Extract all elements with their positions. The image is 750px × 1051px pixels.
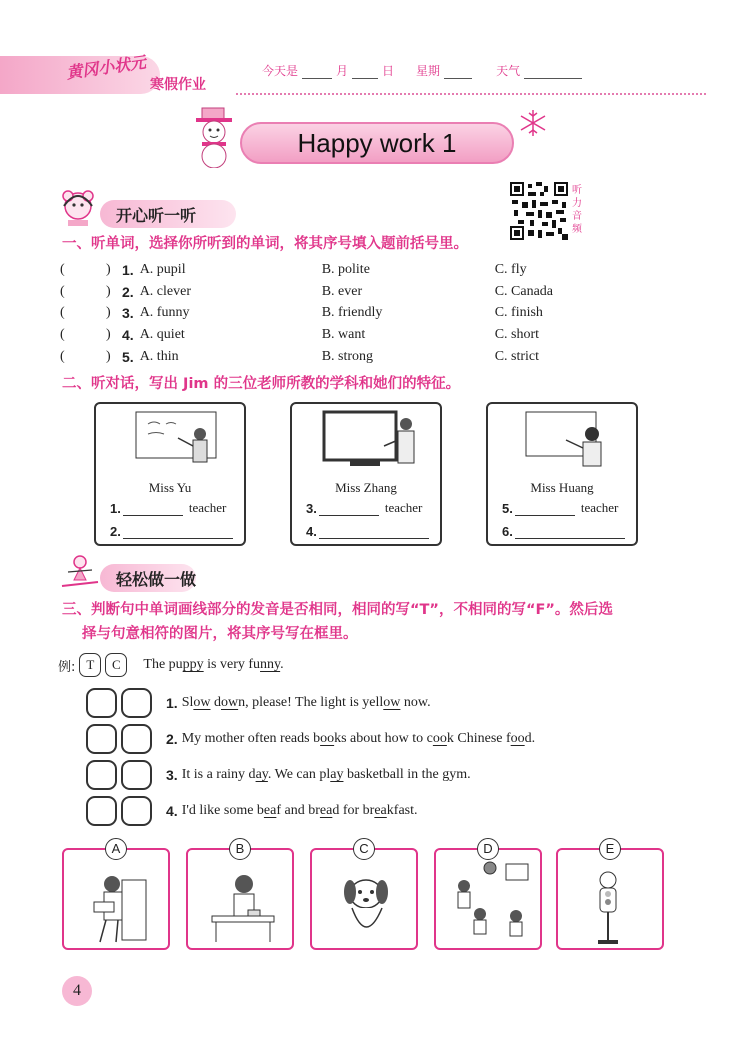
picture-answer-box[interactable] (121, 796, 152, 826)
picture-answer-box[interactable] (121, 724, 152, 754)
example-sentence: The puppy is very funny. (143, 657, 284, 672)
tf-answer-box[interactable] (86, 760, 117, 790)
exercise-row: 3. It is a rainy day. We can play basketball in the gym. (86, 758, 471, 792)
picture-a: A (62, 848, 170, 950)
picture-c: C (310, 848, 418, 950)
book-title: 寒假作业 (150, 77, 206, 93)
exercise-row: 2. My mother often reads books about how to cook Chinese food. (86, 722, 535, 756)
list-item: ( ) 2. A. clever B. ever C. Canada (60, 281, 680, 303)
example-picture-box: C (105, 653, 127, 677)
section-heading-practice: 轻松做一做 (100, 564, 196, 592)
picture-b: B (186, 848, 294, 950)
option-b: B. friendly (321, 305, 383, 320)
answer-blank[interactable] (515, 525, 625, 539)
exercise-sentence: My mother often reads books about how to cook Chinese food. (181, 731, 536, 746)
option-c: C. strict (494, 349, 540, 364)
option-c: C. Canada (494, 284, 554, 299)
tf-answer-box[interactable] (86, 688, 117, 718)
example-answer-box: T (79, 653, 101, 677)
answer-blank[interactable] (123, 525, 233, 539)
exercise-row: 1. Slow down, please! The light is yellow now. (86, 686, 431, 720)
option-b: B. polite (321, 262, 370, 277)
woman-reading-icon (64, 850, 172, 952)
teacher-card-yu: Miss Yu 1. teacher 2. (94, 402, 246, 546)
answer-blank[interactable] (319, 502, 379, 516)
picture-answer-box[interactable] (121, 760, 152, 790)
bear-headphones-icon (58, 188, 100, 228)
section-heading-listen: 开心听一听 (100, 200, 236, 228)
option-a: A. thin (139, 349, 179, 364)
list-item: ( ) 3. A. funny B. friendly C. finish (60, 302, 680, 324)
teacher-at-board-icon (96, 404, 248, 484)
option-a: A. quiet (139, 327, 185, 342)
exercise-sentence: I'd like some beaf and bread for breakfast. (181, 803, 418, 818)
list-item: ( ) 5. A. thin B. strong C. strict (60, 346, 680, 368)
example-row: 例: T C The puppy is very funny. (58, 648, 284, 682)
teacher-name: Miss Zhang (335, 480, 397, 495)
picture-e: E (556, 848, 664, 950)
option-a: A. pupil (139, 262, 186, 277)
tf-answer-box[interactable] (86, 796, 117, 826)
answer-blank[interactable] (319, 525, 429, 539)
date-line: 今天是 月 日 星期 天气 (262, 62, 586, 79)
exercise-sentence: It is a rainy day. We can play basketball in the gym. (181, 767, 471, 782)
puppy-icon (312, 850, 420, 952)
teacher-name: Miss Yu (148, 480, 192, 495)
option-c: C. fly (494, 262, 527, 277)
picture-answer-box[interactable] (121, 688, 152, 718)
header-divider (236, 93, 706, 95)
page-number: 4 (62, 976, 92, 1006)
qr-label: 听力音频 (572, 185, 582, 235)
page-title: Happy work 1 (240, 122, 514, 164)
instruction-2: 二、听对话，写出 Jim 的三位老师所教的学科和她们的特征。 (62, 376, 461, 392)
option-a: A. funny (139, 305, 190, 320)
instruction-1: 一、听单词，选择你所听到的单词，将其序号填入题前括号里。 (62, 236, 468, 252)
teacher-card-zhang: Miss Zhang 3. teacher 4. (290, 402, 442, 546)
skier-icon (58, 552, 102, 592)
teacher-at-board-icon (488, 404, 640, 484)
teacher-at-board-icon (292, 404, 444, 484)
instruction-3a: 三、判断句中单词画线部分的发音是否相同，相同的写“T”，不相同的写“F”。然后选 (62, 602, 613, 618)
snowflake-icon (518, 108, 548, 138)
traffic-light-icon (558, 850, 666, 952)
brand-logo: 黄冈小状元 (65, 52, 148, 83)
option-c: C. finish (494, 305, 543, 320)
exercise-row: 4. I'd like some beaf and bread for breakfast. (86, 794, 418, 828)
instruction-3b: 择与句意相符的图片，将其序号写在框里。 (82, 626, 358, 642)
boy-at-desk-icon (188, 850, 296, 952)
answer-blank[interactable] (515, 502, 575, 516)
option-b: B. strong (321, 349, 374, 364)
list-item: ( ) 4. A. quiet B. want C. short (60, 324, 680, 346)
exercise-sentence: Slow down, please! The light is yellow now. (181, 695, 431, 710)
picture-d: D (434, 848, 542, 950)
answer-blank[interactable] (123, 502, 183, 516)
tf-answer-box[interactable] (86, 724, 117, 754)
option-c: C. short (494, 327, 540, 342)
option-a: A. clever (139, 284, 191, 299)
teacher-name: Miss Huang (530, 480, 594, 495)
option-b: B. ever (321, 284, 363, 299)
list-item: ( ) 1. A. pupil B. polite C. fly (60, 259, 680, 281)
qr-code-icon[interactable] (510, 182, 568, 240)
kids-basketball-icon (436, 850, 544, 952)
snowman-icon (188, 104, 240, 168)
teacher-card-huang: Miss Huang 5. teacher 6. (486, 402, 638, 546)
option-b: B. want (321, 327, 366, 342)
